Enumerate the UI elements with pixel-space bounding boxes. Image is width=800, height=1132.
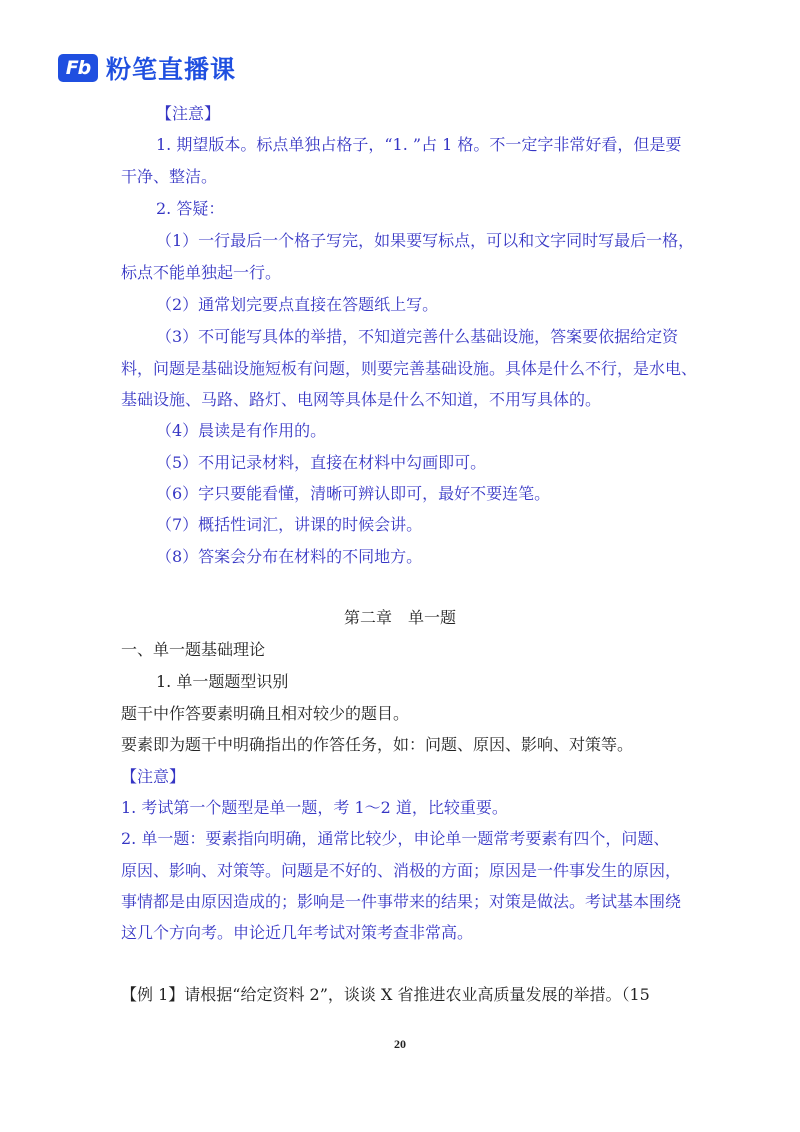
brand-name: 粉笔直播课 bbox=[106, 55, 237, 84]
section-heading: 一、单一题基础理论 bbox=[121, 640, 266, 659]
note-sub1-line1: （1）一行最后一个格子写完，如果要写标点，可以和文字同时写最后一格， bbox=[156, 231, 695, 250]
note-bottom-item1: 1. 考试第一个题型是单一题，考 1～2 道，比较重要。 bbox=[121, 798, 508, 817]
note-sub5: （5）不用记录材料，直接在材料中勾画即可。 bbox=[156, 453, 487, 472]
note-bottom-item2-line3: 事情都是由原因造成的；影响是一件事带来的结果；对策是做法。考试基本围绕 bbox=[121, 892, 682, 911]
note-sub8: （8）答案会分布在材料的不同地方。 bbox=[156, 547, 423, 566]
note-sub3-line1: （3）不可能写具体的举措，不知道完善什么基础设施，答案要依据给定资 bbox=[156, 327, 679, 346]
body-paragraph-2: 要素即为题干中明确指出的作答任务，如：问题、原因、影响、对策等。 bbox=[121, 735, 634, 754]
page-number: 20 bbox=[394, 1037, 406, 1051]
note-sub3-line2: 料，问题是基础设施短板有问题，则要完善基础设施。具体是什么不行，是水电、 bbox=[121, 359, 698, 378]
note-sub4: （4）晨读是有作用的。 bbox=[156, 421, 327, 440]
note-item1-line1: 1. 期望版本。标点单独占格子，“1. ”占 1 格。不一定字非常好看，但是要 bbox=[156, 135, 682, 154]
fb-logo-icon: Fb bbox=[58, 54, 98, 82]
subsection-heading: 1. 单一题题型识别 bbox=[156, 672, 289, 691]
note-heading-bottom: 【注意】 bbox=[121, 767, 186, 786]
note-bottom-item2-line1: 2. 单一题：要素指向明确，通常比较少，申论单一题常考要素有四个，问题、 bbox=[121, 829, 670, 848]
note-item1-line2: 干净、整洁。 bbox=[121, 167, 218, 186]
note-bottom-item2-line4: 这几个方向考。申论近几年考试对策考查非常高。 bbox=[121, 923, 474, 942]
example-question: 【例 1】请根据“给定资料 2”，谈谈 X 省推进农业高质量发展的举措。（15 bbox=[121, 985, 650, 1004]
note-sub1-line2: 标点不能单独起一行。 bbox=[121, 263, 282, 282]
note-heading-top: 【注意】 bbox=[156, 104, 221, 123]
brand-logo bbox=[58, 50, 236, 86]
note-sub6: （6）字只要能看懂，清晰可辨认即可，最好不要连笔。 bbox=[156, 484, 551, 503]
note-sub7: （7）概括性词汇，讲课的时候会讲。 bbox=[156, 515, 423, 534]
body-paragraph-1: 题干中作答要素明确且相对较少的题目。 bbox=[121, 704, 410, 723]
note-item2: 2. 答疑： bbox=[156, 199, 225, 218]
note-sub3-line3: 基础设施、马路、路灯、电网等具体是什么不知道，不用写具体的。 bbox=[121, 390, 602, 409]
note-bottom-item2-line2: 原因、影响、对策等。问题是不好的、消极的方面；原因是一件事发生的原因， bbox=[121, 861, 682, 880]
chapter-title: 第二章 单一题 bbox=[343, 608, 456, 627]
note-sub2: （2）通常划完要点直接在答题纸上写。 bbox=[156, 295, 439, 314]
